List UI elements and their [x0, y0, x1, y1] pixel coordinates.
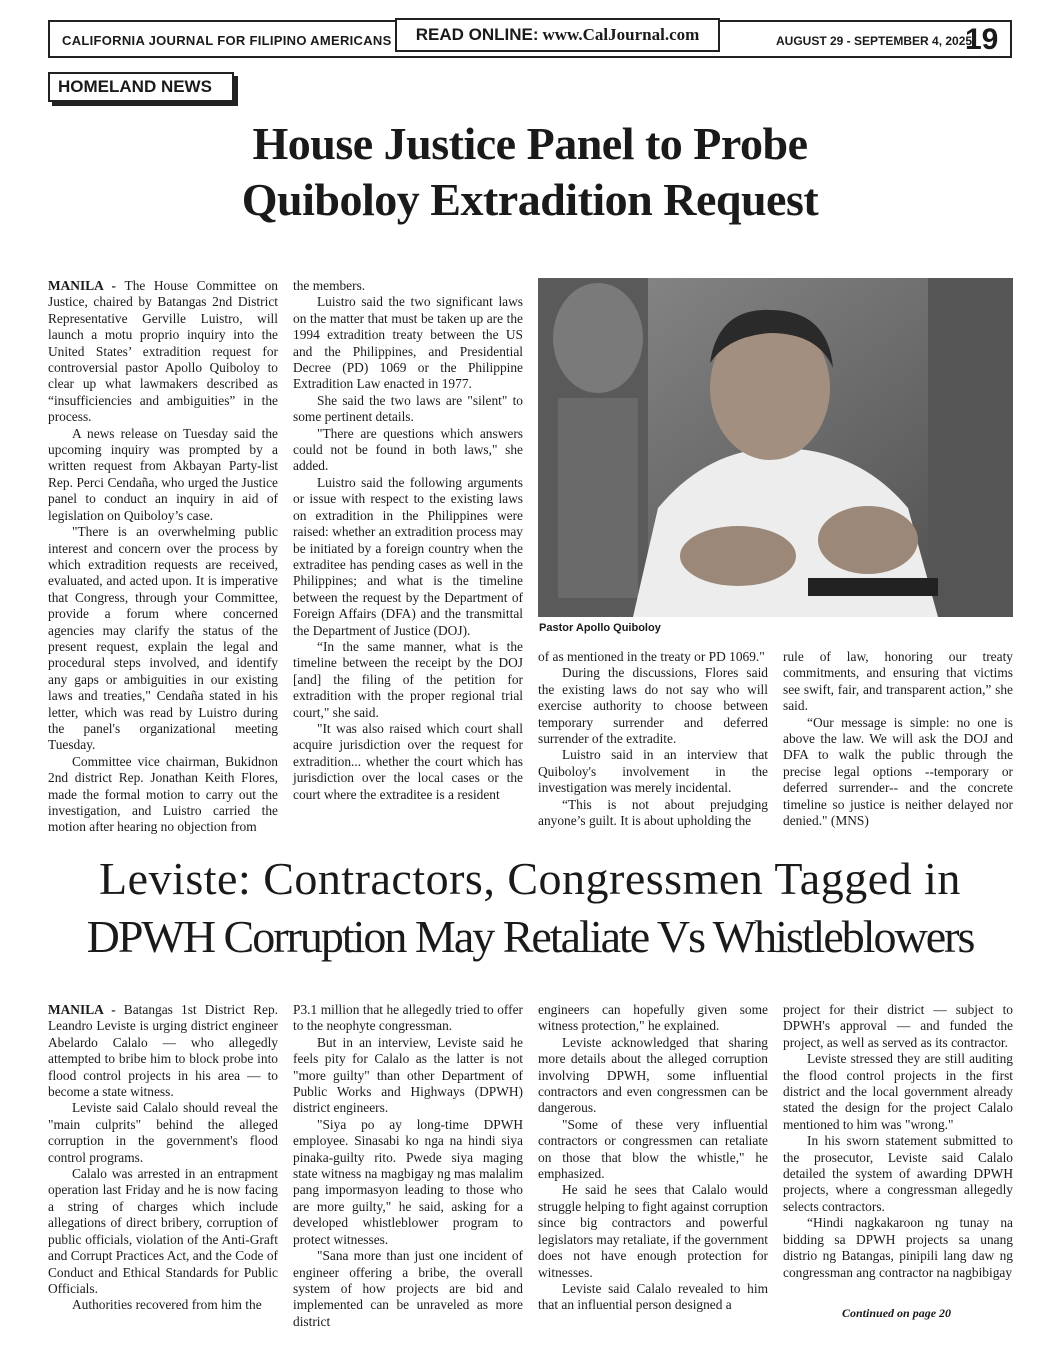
article2-paragraph: engineers can hopefully given some witness protection," he explained. [538, 1002, 768, 1034]
article2-paragraph: In his sworn statement submitted to the prosecutor, Leviste said Calalo detailed the system of awarding DPWH projects, where a congressman allegedly selects contractors. [783, 1133, 1013, 1214]
article1-paragraph: "There is an overwhelming public interest and concern over the process by which extradition requests are received, evaluated, and acted upon. It is imperative that Congress, through your Committee, provide a forum where concerned agencies may clarify the status of the present request, explain the legal and procedural steps involved, and identify any gaps or ambiguities in our existing laws and treaties," Cendaña stated in his letter, which was read by Luistro during the panel's organizational meeting Tuesday. [48, 524, 278, 753]
paragraph-text: Batangas 1st District Rep. Leandro Leviste is urging district engineer Abelardo Calalo — who allegedly attempted to bribe him to block probe into flood control projects in his area — to become a state witness. [48, 1002, 278, 1100]
article1-headline [200, 116, 860, 228]
article2-paragraph: Leviste stressed they are still auditing the flood control projects in the first district and the local government already stated the design for the project Calalo mentioned to him was "wrong." [783, 1051, 1013, 1132]
page-header [48, 20, 1012, 58]
article2-paragraph: "Sana more than just one incident of engineer offering a bribe, the overall system of how projects are bid and implemented can be unraveled as more district [293, 1248, 523, 1329]
article1-paragraph: the members. [293, 278, 366, 293]
article1-paragraph: rule of law, honoring our treaty commitments, and ensuring that victims see swift, fair, and transparent action,” she said. [783, 649, 1013, 714]
article2-paragraph: But in an interview, Leviste said he feels pity for Calalo as the latter is not "more guilty" than other Department of Public Works and Highways (DPWH) district engineers. [293, 1034, 523, 1116]
read-online-url[interactable]: www.CalJournal.com [542, 25, 700, 44]
photo-illustration [538, 278, 1013, 617]
article2-paragraph: Leviste said Calalo revealed to him that an influential person designed a [538, 1280, 768, 1313]
article2-dateline: MANILA - [48, 1002, 124, 1017]
article1-paragraph: "There are questions which answers could not be found in both laws," she added. [293, 425, 523, 474]
article1-paragraph: Luistro said in an interview that Quiboloy's involvement in the investigation was merely incidental. [538, 747, 768, 796]
read-online-label: READ ONLINE: [415, 25, 539, 44]
article2-column-3 [538, 1002, 768, 1314]
article2-paragraph: Authorities recovered from him the [72, 1297, 262, 1313]
article1-paragraph: During the discussions, Flores said the existing laws do not say who will exercise authority to choose between temporary surrender and deferred surrender of the extradite. [538, 665, 768, 747]
paragraph-text: The House Committee on Justice, chaired by Batangas 2nd District Representative Gerville Luistro, will launch a motu proprio inquiry into the United States’ extradition request for controversial pastor Apollo Quiboloy to clear up what lawmakers described as “insufficiencies and ambiguities” in the process. [48, 278, 278, 425]
article1-paragraph: “Our message is simple: no one is above the law. We will ask the DOJ and DFA to walk the public through the precise legal options --temporary or deferred surrender-- and the concrete timeline so justice is neither delayed nor denied." (MNS) [783, 714, 1013, 829]
article2-headline-line1: Leviste: Contractors, Congressmen Tagged in [99, 853, 961, 904]
page-number: 19 [965, 23, 999, 56]
article2-column-2 [293, 1002, 523, 1330]
article2-paragraph: project for their district — subject to DPWH's approval — and funded the project, as well as served as its contractor. [783, 1002, 1013, 1050]
photo-caption: Pastor Apollo Quiboloy [539, 622, 661, 634]
article1-column-4 [783, 649, 1013, 829]
article1-headline-line2: Quiboloy Extradition Request [241, 174, 819, 225]
article1-paragraph: She said the two laws are "silent" to some pertinent details. [293, 392, 523, 425]
article2-paragraph: "Some of these very influential contractors or congressmen can retaliate on those that blow the whistle," he emphasized. [538, 1116, 768, 1182]
article2-paragraph: Leviste said Calalo should reveal the "main culprits" behind the alleged corruption in the government's flood control programs. [48, 1100, 278, 1165]
article1-dateline: MANILA - [48, 278, 125, 293]
article1-paragraph: “In the same manner, what is the timeline between the receipt by the DOJ [and] the filing of the petition for extradition with the proper regional trial court," she said. [293, 638, 523, 720]
article2-paragraph: P3.1 million that he allegedly tried to offer to the neophyte congressman. [293, 1002, 523, 1034]
article1-column-1 [48, 278, 278, 836]
article1-paragraph [48, 278, 278, 426]
article1-paragraph: Committee vice chairman, Bukidnon 2nd district Rep. Jonathan Keith Flores, made the formal motion to carry out the investigation, and Luistro carried the motion after hearing no objection from [48, 753, 278, 835]
publication-name: CALIFORNIA JOURNAL FOR FILIPINO AMERICANS [62, 33, 392, 48]
article1-column-2 [293, 278, 523, 803]
article1-paragraph: "It was also raised which court shall acquire jurisdiction over the request for extradition... whether the court which has jurisdiction over the local cases or the court where the extraditee is a resident [293, 720, 523, 802]
article1-paragraph: Luistro said the two significant laws on the matter that must be taken up are the 1994 extradition treaty between the US and the Philippines, and Presidential Decree (PD) 1069 or the Philippine Extradition Law enacted in 1977. [293, 294, 523, 392]
continued-link[interactable]: Continued on page 20 [842, 1306, 952, 1320]
issue-date: AUGUST 29 - SEPTEMBER 4, 2025 [776, 34, 973, 48]
quiboloy-photo [538, 278, 1013, 617]
section-tag: HOMELAND NEWS [48, 72, 234, 102]
article2-headline-line2: DPWH Corruption May Retaliate Vs Whistleblowers [86, 911, 974, 962]
article2-paragraph: Leviste acknowledged that sharing more details about the alleged corruption involving DPWH, some influential contractors and even congressmen can be dangerous. [538, 1034, 768, 1116]
article2-paragraph: Calalo was arrested in an entrapment operation last Friday and he is now facing a string of charges which include allegations of direct bribery, corruption of public officials, violation of the Anti-Graft and Corrupt Practices Act, and the Code of Conduct and Ethical Standards for Public Officials. [48, 1166, 278, 1296]
article2-headline [40, 850, 1020, 966]
article1-paragraph: of as mentioned in the treaty or PD 1069." [538, 649, 765, 664]
article1-paragraph: Luistro said the following arguments or issue with respect to the existing laws on extradition in the Philippines were raised: whether an extradition process may be initiated by a foreign country when the extraditee has pending cases as well in the Philippines; and what is the timeline between the request by the Department of Foreign Affairs (DFA) and the transmittal the Department of Justice (DOJ). [293, 474, 523, 638]
read-online-box[interactable] [395, 18, 720, 52]
article2-paragraph: "Siya po ay long-time DPWH employee. Sinasabi ko nga na hindi siya pinaka-guilty rito. Pwede siya maging state witness na magbigay ng mas malalim pang impormasyon leading to those who are more guilty," he said, asking for a developed whistleblower program to protect witnesses. [293, 1116, 523, 1247]
article1-headline-line1: House Justice Panel to Probe [252, 118, 808, 169]
article2-column-4 [783, 1002, 1013, 1281]
article2-paragraph [48, 1002, 278, 1100]
article1-column-3 [538, 649, 768, 829]
article2-paragraph: “Hindi nagkakaroon ng tunay na bidding sa DPWH projects sa unang distrio ng Batangas, pinipili lang daw ng congressman ang contractor na nagbibigay [783, 1215, 1013, 1280]
article2-paragraph: He said he sees that Calalo would struggle helping to fight against corruption since big contractors and powerful legislators may retaliate, if the government does not have enough protection for witnesses. [538, 1182, 768, 1280]
article2-column-1 [48, 1002, 278, 1314]
article1-paragraph: “This is not about prejudging anyone’s guilt. It is about upholding the [538, 796, 768, 829]
article1-paragraph: A news release on Tuesday said the upcoming inquiry was prompted by a written request from Akbayan Party-list Rep. Perci Cendaña, who urged the Justice panel to conduct an inquiry in aid of legislation on Quiboloy’s case. [48, 425, 278, 523]
